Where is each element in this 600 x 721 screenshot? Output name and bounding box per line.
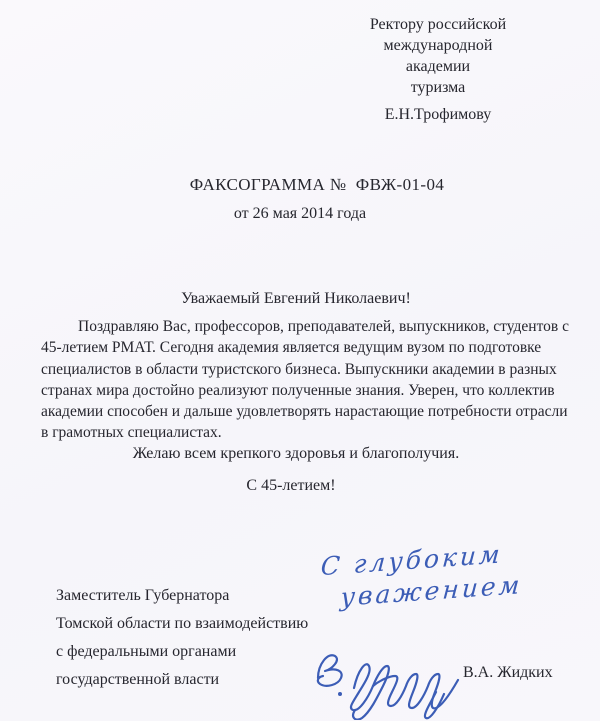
body-line: в грамотных специалистах. <box>41 424 222 442</box>
handwritten-note <box>317 537 525 616</box>
salutation: Уважаемый Евгений Николаевич! <box>181 290 411 307</box>
handwritten-note-line: С глубоким <box>319 539 504 582</box>
addressee-line: международной академии <box>383 37 493 75</box>
wish-line: Желаю всем крепкого здоровья и благополучия. <box>132 445 460 462</box>
body-paragraph <box>41 316 569 444</box>
fax-title: ФАКСОГРАММА № ФВЖ-01-04 <box>189 175 445 194</box>
signer-position-line: Томской области по взаимодействию <box>56 615 309 632</box>
signer-position-line: государственной власти <box>56 671 220 688</box>
addressee-name: Е.Н.Трофимову <box>384 106 492 123</box>
fax-date: от 26 мая 2014 года <box>233 205 367 222</box>
body-line: специалистов в области туристского бизнеса. Выпускники академии в разных <box>41 360 557 378</box>
signer-name: В.А. Жидких <box>463 664 553 681</box>
congrats-line: С 45-летием! <box>246 477 336 494</box>
body-line: академии способен и дальше удовлетворять нарастающие потребности отрасли <box>41 403 568 421</box>
body-line: Поздравляю Вас, профессоров, преподавателей, выпускников, студентов с <box>78 318 569 335</box>
signer-position-line: Заместитель Губернатора <box>56 587 230 604</box>
signer-position-line: с федеральными органами <box>56 643 237 660</box>
body-line: странах мира достойно реализуют полученные знания. Уверен, что коллектив <box>41 381 555 399</box>
addressee-line: туризма <box>410 79 466 96</box>
addressee-block <box>352 14 524 125</box>
addressee-line: Ректору российской <box>369 16 507 33</box>
signer-position-block <box>56 582 308 694</box>
handwritten-note-line: уважением <box>339 569 524 612</box>
body-line: 45-летием РМАТ. Сегодня академия является ведущим вузом по подготовке <box>41 339 542 357</box>
signature-scribble <box>298 644 466 720</box>
